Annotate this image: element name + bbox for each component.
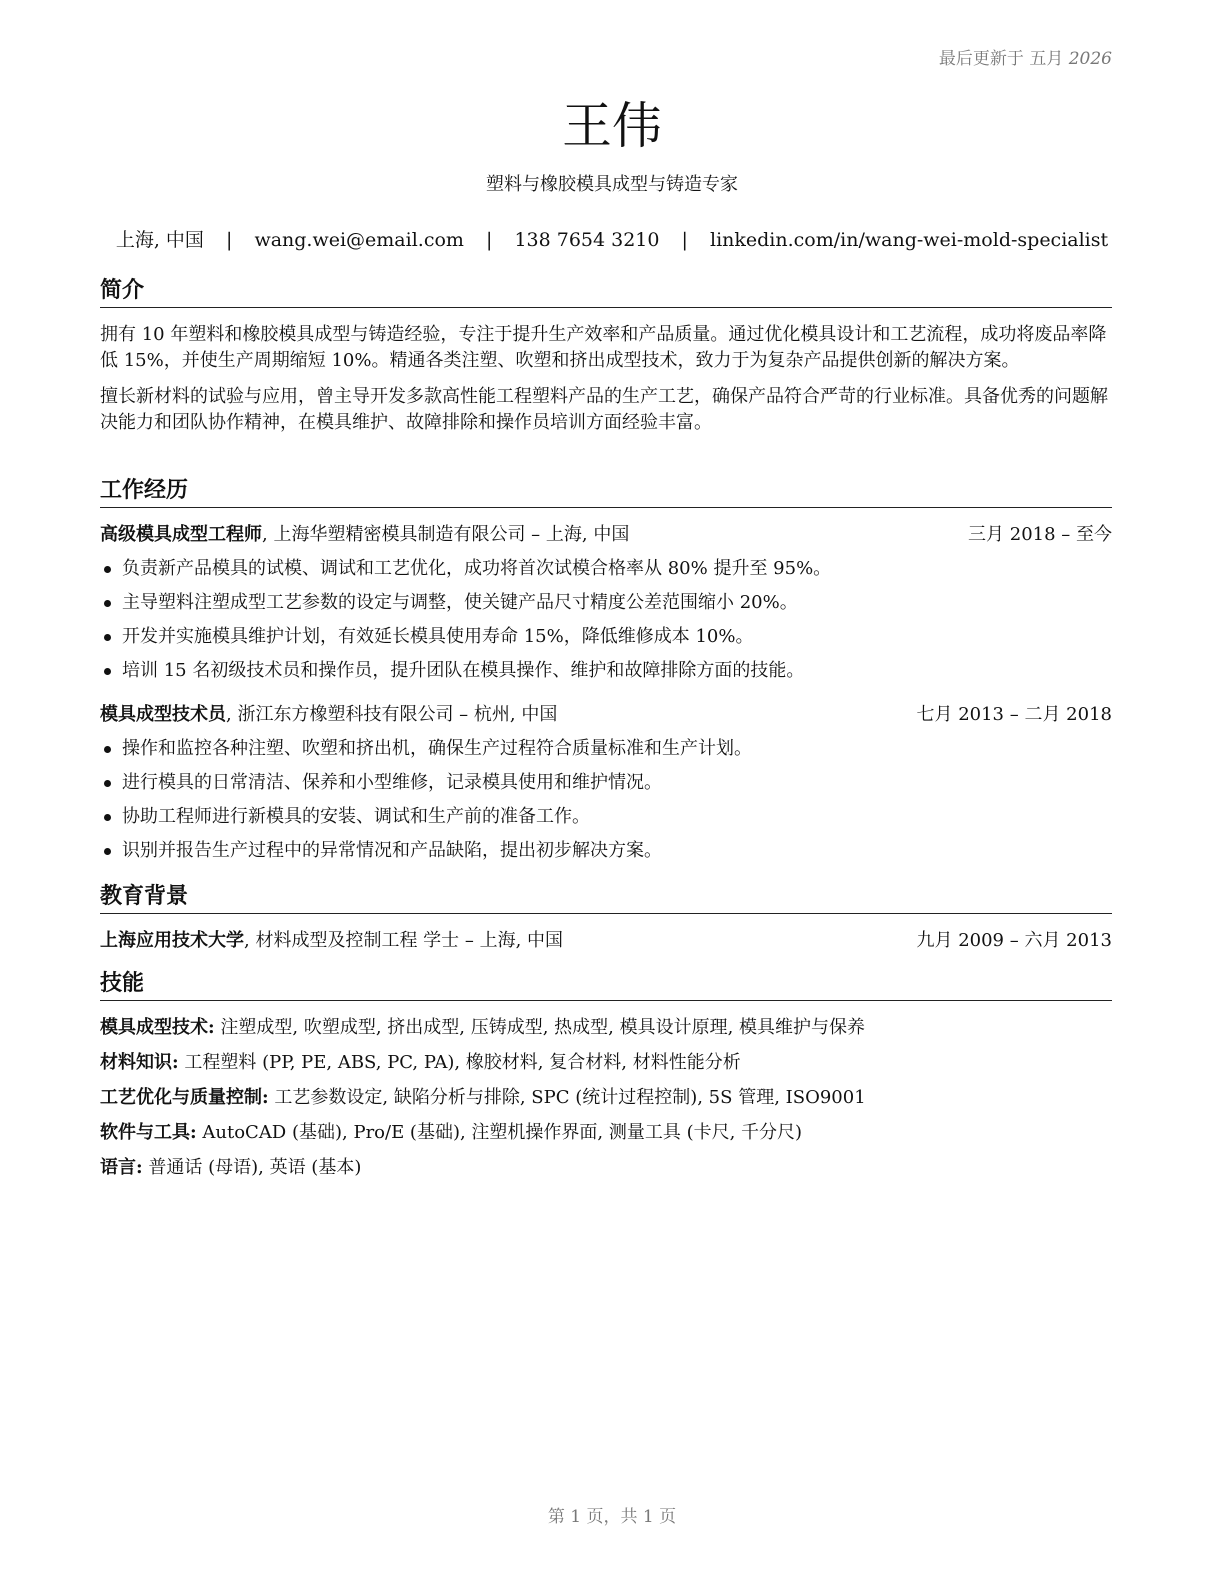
job-bullet: 负责新产品模具的试模、调试和工艺优化，成功将首次试模合格率从 80% 提升至 95%。 xyxy=(100,556,1112,582)
education-dates: 九月 2009 – 六月 2013 xyxy=(916,930,1112,951)
skill-label: 材料知识: xyxy=(100,1052,179,1073)
job-bullet: 主导塑料注塑成型工艺参数的设定与调整，使关键产品尺寸精度公差范围缩小 20%。 xyxy=(100,590,1112,616)
skill-line xyxy=(100,1050,1112,1076)
job-bullet: 开发并实施模具维护计划，有效延长模具使用寿命 15%，降低维修成本 10%。 xyxy=(100,624,1112,650)
section-title: 教育背景 xyxy=(100,883,1112,914)
last-updated-year: 2026 xyxy=(1068,49,1112,69)
job-company: , 上海华塑精密模具制造有限公司 – 上海, 中国 xyxy=(262,524,630,545)
job-entry xyxy=(100,702,1112,864)
section-title: 技能 xyxy=(100,970,1112,1001)
job-company: , 浙江东方橡塑科技有限公司 – 杭州, 中国 xyxy=(226,704,558,725)
education-detail: , 材料成型及控制工程 学士 – 上海, 中国 xyxy=(244,930,564,951)
job-dates: 七月 2013 – 二月 2018 xyxy=(916,704,1112,725)
section-title: 简介 xyxy=(100,277,1112,308)
education-entry xyxy=(100,928,1112,954)
job-role: 高级模具成型工程师 xyxy=(100,524,262,545)
job-bullet: 培训 15 名初级技术员和操作员，提升团队在模具操作、维护和故障排除方面的技能。 xyxy=(100,658,1112,684)
job-dates: 三月 2018 – 至今 xyxy=(968,524,1112,545)
skill-line xyxy=(100,1085,1112,1111)
skill-label: 工艺优化与质量控制: xyxy=(100,1087,269,1108)
education-section xyxy=(100,883,1112,954)
contact-email[interactable]: wang.wei@email.com xyxy=(254,229,464,251)
skill-line xyxy=(100,1120,1112,1146)
contact-separator: | xyxy=(225,229,233,251)
candidate-name: 王伟 xyxy=(562,97,662,155)
job-bullet: 进行模具的日常清洁、保养和小型维修，记录模具使用和维护情况。 xyxy=(100,770,1112,796)
summary-section xyxy=(100,277,1112,436)
contact-line xyxy=(0,225,1224,252)
skill-value: 普通话 (母语), 英语 (基本) xyxy=(142,1157,362,1178)
experience-section xyxy=(100,477,1112,864)
page-footer: 第 1 页，共 1 页 xyxy=(547,1507,677,1527)
skill-label: 软件与工具: xyxy=(100,1122,197,1143)
section-title: 工作经历 xyxy=(100,477,1112,508)
job-header xyxy=(100,522,1112,548)
skill-line xyxy=(100,1015,1112,1041)
candidate-title: 塑料与橡胶模具成型与铸造专家 xyxy=(486,174,738,195)
job-bullets xyxy=(100,736,1112,864)
contact-location: 上海, 中国 xyxy=(115,229,204,251)
job-header xyxy=(100,702,1112,728)
job-bullet: 操作和监控各种注塑、吹塑和挤出机，确保生产过程符合质量标准和生产计划。 xyxy=(100,736,1112,762)
contact-separator: | xyxy=(681,229,688,251)
summary-paragraph: 擅长新材料的试验与应用，曾主导开发多款高性能工程塑料产品的生产工艺，确保产品符合严苛的行业标准。具备优秀的问题解决能力和团队协作精神，在模具维护、故障排除和操作员培训方面经验丰富。 xyxy=(100,386,1108,433)
skill-value: AutoCAD (基础), Pro/E (基础), 注塑机操作界面, 测量工具 (卡尺, 千分尺) xyxy=(196,1122,803,1143)
skills-section xyxy=(100,970,1112,1181)
education-school: 上海应用技术大学 xyxy=(100,930,244,951)
last-updated xyxy=(939,44,1112,69)
job-role: 模具成型技术员 xyxy=(100,704,226,725)
job-bullet: 识别并报告生产过程中的异常情况和产品缺陷，提出初步解决方案。 xyxy=(100,838,1112,864)
contact-phone: 138 7654 3210 xyxy=(514,229,660,251)
job-bullets xyxy=(100,556,1112,684)
skill-line xyxy=(100,1155,1112,1181)
contact-separator: | xyxy=(485,229,493,251)
skill-value: 工程塑料 (PP, PE, ABS, PC, PA), 橡胶材料, 复合材料, 材料性能分析 xyxy=(178,1052,741,1073)
skill-label: 语言: xyxy=(100,1157,143,1178)
job-bullet: 协助工程师进行新模具的安装、调试和生产前的准备工作。 xyxy=(100,804,1112,830)
last-updated-prefix: 最后更新于 xyxy=(938,49,1024,69)
skill-value: 工艺参数设定, 缺陷分析与排除, SPC (统计过程控制), 5S 管理, ISO9001 xyxy=(268,1087,866,1108)
skill-label: 模具成型技术: xyxy=(100,1017,215,1038)
summary-paragraph: 拥有 10 年塑料和橡胶模具成型与铸造经验，专注于提升生产效率和产品质量。通过优化模具设计和工艺流程，成功将废品率降低 15%，并使生产周期缩短 10%。精通各类注塑、吹塑和挤出成型技术，致力于为复杂产品提供创新的解决方案。 xyxy=(100,324,1107,371)
contact-linkedin[interactable]: linkedin.com/in/wang-wei-mold-specialist xyxy=(710,229,1109,251)
job-entry xyxy=(100,522,1112,684)
last-updated-month: 五月 xyxy=(1029,49,1064,69)
skill-value: 注塑成型, 吹塑成型, 挤出成型, 压铸成型, 热成型, 模具设计原理, 模具维护与保养 xyxy=(214,1017,866,1038)
